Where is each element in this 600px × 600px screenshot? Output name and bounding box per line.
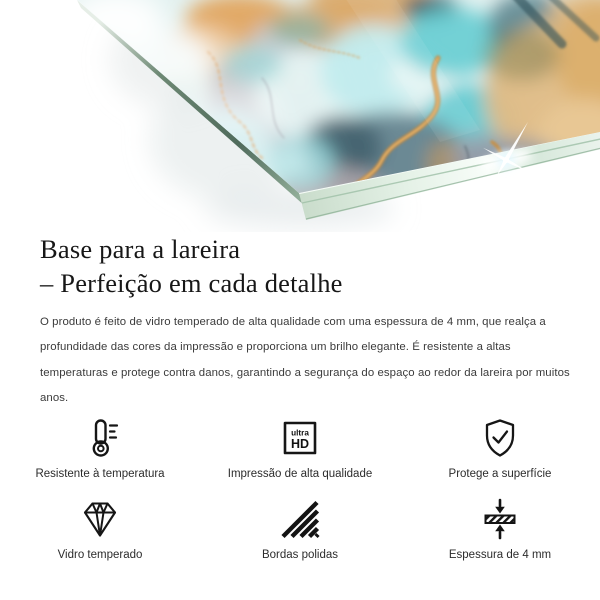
feature-item-polished-edges bbox=[200, 496, 400, 561]
glass-panel-artwork bbox=[0, 0, 600, 232]
page-title-line1: Base para a lareira bbox=[40, 234, 241, 264]
feature-label: Espessura de 4 mm bbox=[448, 548, 552, 561]
feature-label: Bordas polidas bbox=[261, 548, 339, 561]
feature-label: Resistente à temperatura bbox=[35, 467, 165, 480]
compressed-thickness-icon bbox=[478, 496, 522, 542]
feature-item-tempered-glass bbox=[0, 496, 200, 561]
page-title-line2: – Perfeição em cada detalhe bbox=[40, 268, 343, 298]
feature-item-surface-protection bbox=[400, 415, 600, 480]
feature-label: Impressão de alta qualidade bbox=[227, 467, 373, 480]
text-section bbox=[0, 232, 600, 561]
thermometer-icon bbox=[78, 415, 122, 461]
ultra-hd-icon-text-ultra: ultra bbox=[291, 428, 309, 438]
hero-image bbox=[0, 0, 600, 232]
polished-edges-icon bbox=[278, 496, 322, 542]
features-grid bbox=[0, 415, 600, 561]
feature-item-temperature bbox=[0, 415, 200, 480]
ultra-hd-icon bbox=[278, 415, 322, 461]
ultra-hd-icon-text-hd: HD bbox=[290, 436, 310, 451]
feature-label: Vidro temperado bbox=[57, 548, 143, 561]
feature-label: Protege a superfície bbox=[448, 467, 552, 480]
feature-item-thickness bbox=[400, 496, 600, 561]
shield-check-icon bbox=[478, 415, 522, 461]
feature-item-print-quality bbox=[200, 415, 400, 480]
diamond-icon bbox=[78, 496, 122, 542]
product-description: O produto é feito de vidro temperado de alta qualidade com uma espessura de 4 mm, que realça a profundidade das cores da impressão e proporciona um brilho elegante. É resistente a altas temperaturas e protege contra danos, garantindo a segurança do espaço ao redor da lareira por muitos anos. bbox=[40, 316, 570, 405]
page-title bbox=[40, 232, 560, 300]
